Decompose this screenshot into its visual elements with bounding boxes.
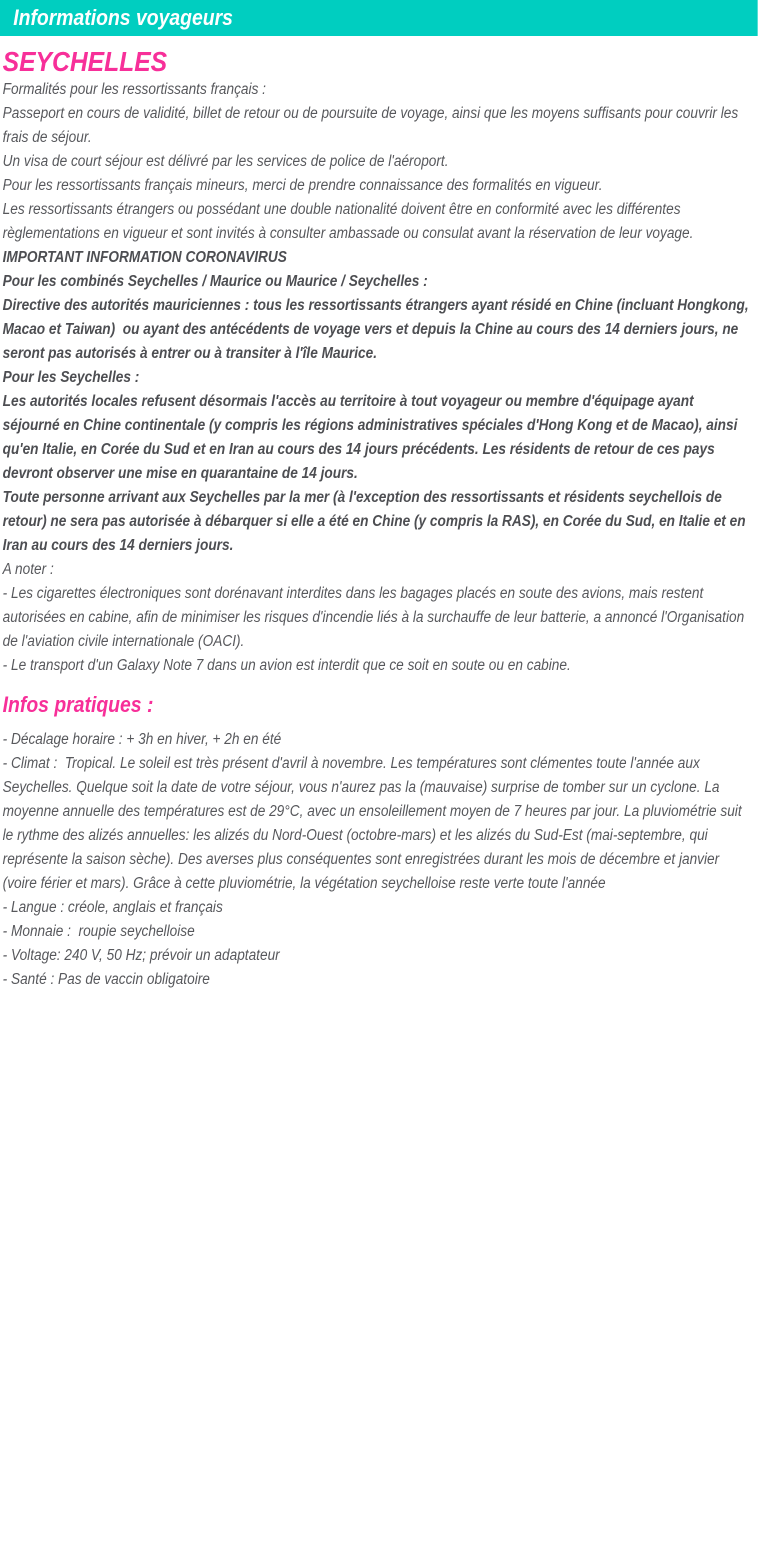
paragraph-autorites-locales: Les autorités locales refusent désormais l'accès au territoire à tout voyageur ou membre d'équipage ayant séjourné en Chine continentale (y compris les régions administratives spéciales d'Hong Kong et de Macao), ainsi qu'en Italie, en Corée du Sud et en Iran au cours des 14 jours précédents. Les résidents de retour de ces pays devront observer une mise en quarantaine de 14 jours. (2, 393, 742, 482)
country-heading: SEYCHELLES (2, 46, 168, 77)
practical-item-climat: - Climat : Tropical. Le soleil est très présent d'avril à novembre. Les températures sont clémentes toute l'année aux Seychelles. Quelque soit la date de votre séjour, vous n'aurez pas la (mauvaise) surprise de tomber sur un cyclone. La moyenne annuelle des températures est de 29°C, avec un ensoleillement moyen de 7 heures par jour. La pluviométrie suit le rythme des alizés annuelles: les alizés du Nord-Ouest (octobre-mars) et les alizés du Sud-Est (mai-septembre, qui représente la saison sèche). Des averses plus conséquentes sont enregistrées durant les mois de décembre et janvier (voire férier et mars). Grâce à cette pluviométrie, la végétation seychelloise reste verte toute l'année (2, 755, 746, 892)
paragraph-galaxy-note: - Le transport d'un Galaxy Note 7 dans un avion est interdit que ce soit en soute ou en cabine. (2, 657, 571, 674)
practical-item-monnaie: - Monnaie : roupie seychelloise (2, 923, 195, 940)
paragraph-pour-seychelles: Pour les Seychelles : (2, 369, 140, 386)
paragraph-etrangers: Les ressortissants étrangers ou possédant une double nationalité doivent être en conformité avec les différentes règlementations en vigueur et sont invités à consulter ambassade ou consulat avant la réservation de leur voyage. (2, 201, 694, 242)
paragraph-a-noter: A noter : (2, 561, 54, 578)
paragraph-coronavirus-title: IMPORTANT INFORMATION CORONAVIRUS (2, 249, 287, 266)
paragraph-passeport: Passeport en cours de validité, billet de retour ou de poursuite de voyage, ainsi que les moyens suffisants pour couvrir les frais de séjour. (2, 105, 742, 146)
paragraph-combines: Pour les combinés Seychelles / Maurice ou Maurice / Seychelles : (2, 273, 428, 290)
paragraph-arrivee-mer: Toute personne arrivant aux Seychelles par la mer (à l'exception des ressortissants et résidents seychellois de retour) ne sera pas autorisée à débarquer si elle a été en Chine (y compris la RAS), en Corée du Sud, en Italie et en Iran au cours des 14 derniers jours. (2, 489, 750, 554)
practical-item-voltage: - Voltage: 240 V, 50 Hz; prévoir un adaptateur (2, 947, 280, 964)
practical-item-decalage: - Décalage horaire : + 3h en hiver, + 2h en été (2, 731, 282, 748)
paragraph-directive-maurice: Directive des autorités mauriciennes : tous les ressortissants étrangers ayant résidé en Chine (incluant Hongkong, Macao et Taiwan) ou ayant des antécédents de voyage vers et depuis la Chine au cours des 14 derniers jours, ne seront pas autorisés à entrer ou à transiter à l'île Maurice. (2, 297, 753, 362)
page-title: Informations voyageurs (13, 5, 233, 30)
header-bar (0, 0, 758, 36)
paragraph-visa: Un visa de court séjour est délivré par les services de police de l'aéroport. (2, 153, 449, 170)
practical-item-sante: - Santé : Pas de vaccin obligatoire (2, 971, 210, 988)
paragraph-mineurs: Pour les ressortissants français mineurs, merci de prendre connaissance des formalités en vigueur. (2, 177, 603, 194)
paragraph-cigarettes: - Les cigarettes électroniques sont dorénavant interdites dans les bagages placés en soute des avions, mais restent autorisées en cabine, afin de minimiser les risques d'incendie liés à la surchauffe de leur batterie, a annoncé l'Organisation de l'aviation civile internationale (OACI). (2, 585, 748, 650)
practical-item-langue: - Langue : créole, anglais et français (2, 899, 223, 916)
practical-heading: Infos pratiques : (2, 692, 154, 717)
content (0, 46, 758, 992)
paragraph-formalites: Formalités pour les ressortissants français : (2, 81, 266, 98)
